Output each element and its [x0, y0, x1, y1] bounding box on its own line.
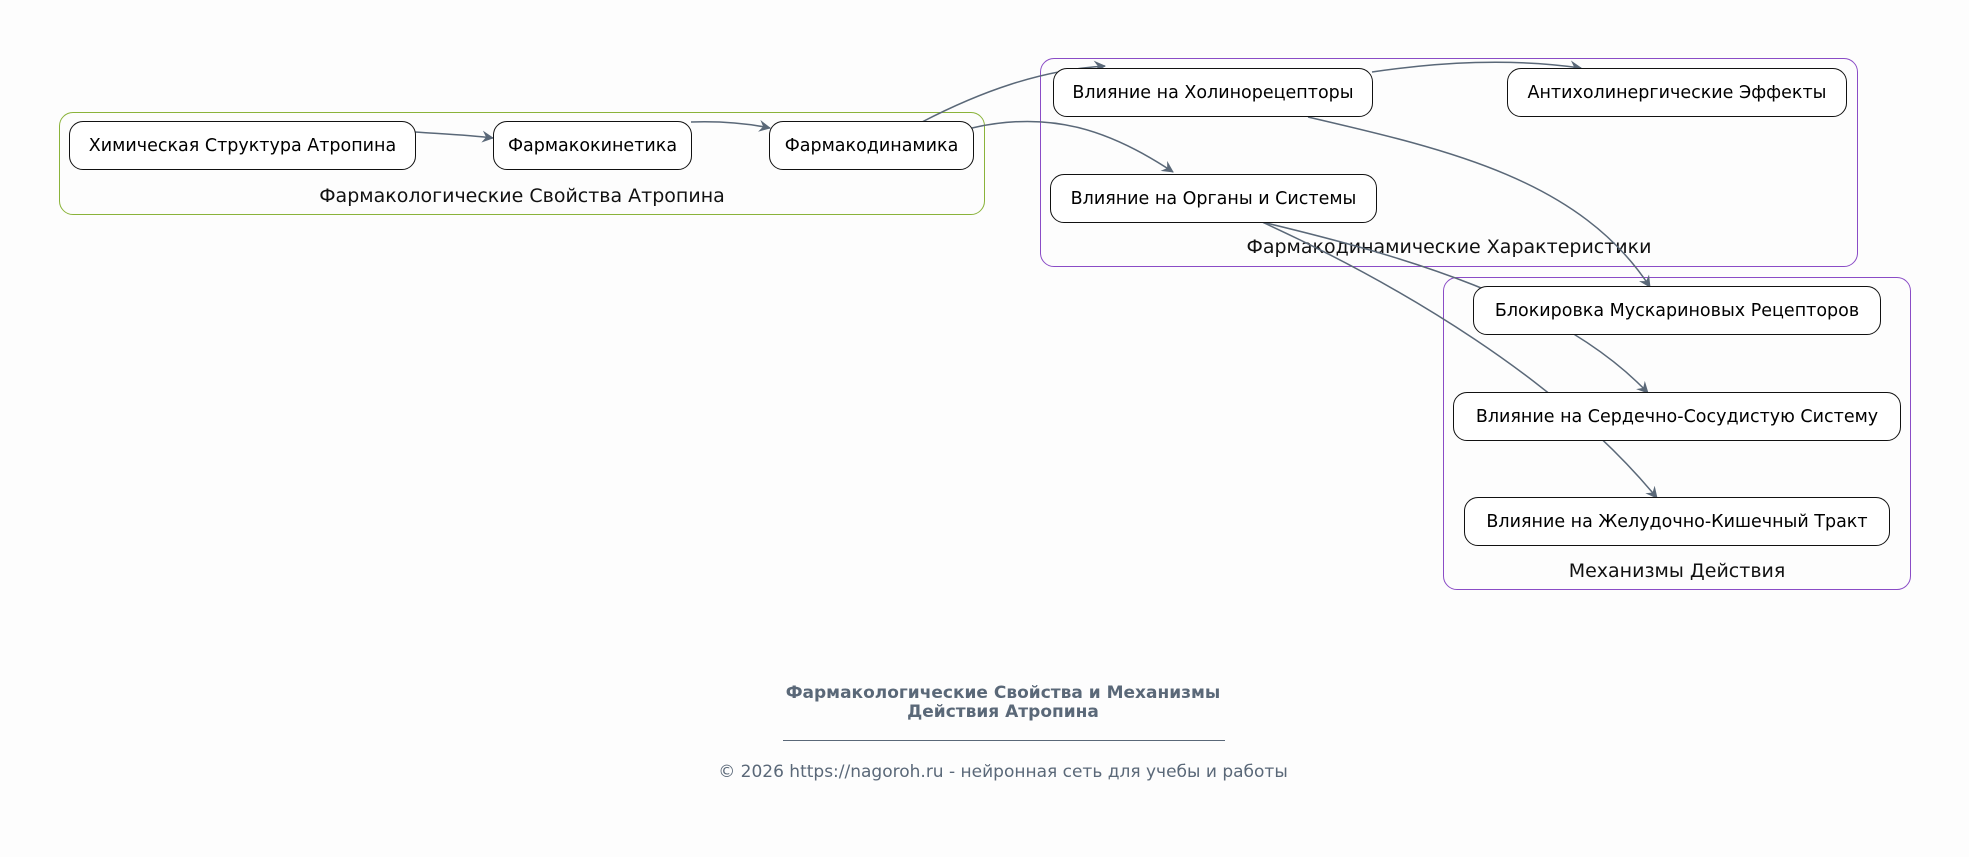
node-pharmacokinetics[interactable]: Фармакокинетика: [493, 121, 692, 170]
cluster-label-mechanisms: Механизмы Действия: [1568, 560, 1786, 582]
footer-title: [0, 684, 1969, 722]
node-muscarinic-block[interactable]: Блокировка Мускариновых Рецепторов: [1473, 286, 1881, 335]
footer-copyright[interactable]: © 2026 https://nagoroh.ru - нейронная сеть для учебы и работы: [718, 762, 1288, 782]
node-pharmacodynamics[interactable]: Фармакодинамика: [769, 121, 974, 170]
node-anticholinergic[interactable]: Антихолинергические Эффекты: [1507, 68, 1847, 117]
footer-title-line1: Фармакологические Свойства и Механизмы: [785, 683, 1221, 703]
footer-divider: [783, 740, 1225, 741]
footer-title-line2: Действия Атропина: [907, 702, 1099, 722]
node-cardiovascular[interactable]: Влияние на Сердечно-Сосудистую Систему: [1453, 392, 1901, 441]
node-chem-structure[interactable]: Химическая Структура Атропина: [69, 121, 416, 170]
node-cholinoreceptors[interactable]: Влияние на Холинорецепторы: [1053, 68, 1373, 117]
node-organs-systems[interactable]: Влияние на Органы и Системы: [1050, 174, 1377, 223]
cluster-label-properties: Фармакологические Свойства Атропина: [319, 185, 725, 207]
cluster-label-pharmacodynamics: Фармакодинамические Характеристики: [1246, 236, 1652, 258]
node-gi-tract[interactable]: Влияние на Желудочно-Кишечный Тракт: [1464, 497, 1890, 546]
